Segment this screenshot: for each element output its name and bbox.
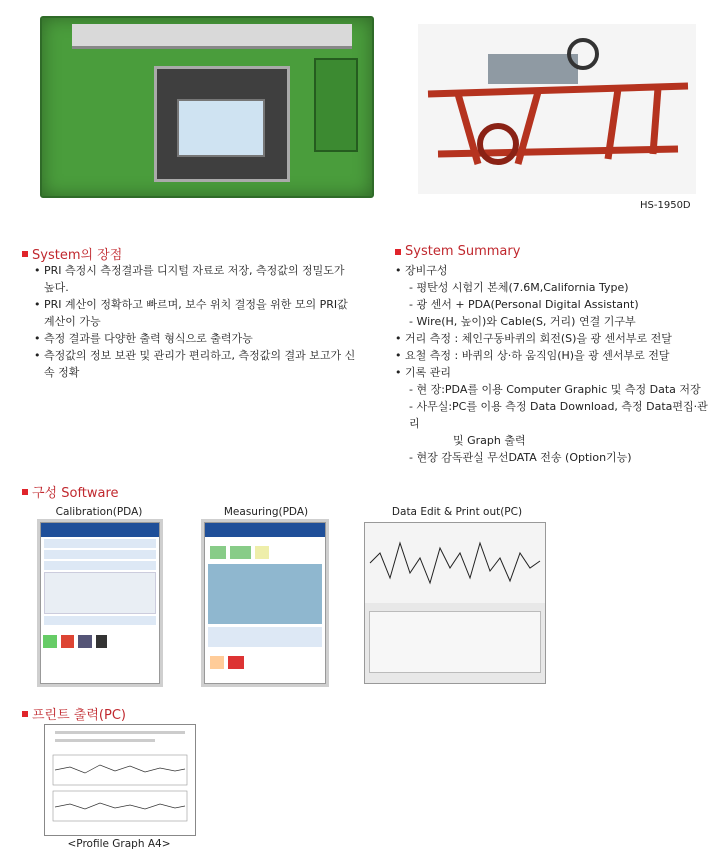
list-subitem: - 광 센서 + PDA(Personal Digital Assistant) bbox=[409, 298, 639, 311]
summary-title: System Summary bbox=[395, 244, 520, 259]
list-subitem: - Wire(H, 높이)와 Cable(S, 거리) 연결 기구부 bbox=[409, 315, 636, 328]
list-subitem: 및 Graph 출력 bbox=[453, 434, 526, 447]
title-marker bbox=[22, 489, 28, 495]
print-title: 프린트 출력(PC) bbox=[22, 704, 126, 723]
list-item: • 거리 측정 : 체인구동바퀴의 회전(S)을 광 센서부로 전달 bbox=[395, 330, 715, 347]
title-marker bbox=[395, 249, 401, 255]
title-marker bbox=[22, 251, 28, 257]
list-item: • 장비구성 bbox=[395, 262, 715, 279]
software-title: 구성 Software bbox=[22, 482, 119, 501]
list-item: • 측정 결과를 다양한 출력 형식으로 출력가능 bbox=[34, 330, 356, 347]
title-marker bbox=[22, 711, 28, 717]
calibration-screenshot bbox=[40, 522, 160, 684]
model-label: HS-1950D bbox=[640, 200, 691, 211]
list-subitem: - 현장 감독관실 무선DATA 전송 (Option기능) bbox=[409, 451, 632, 464]
list-subitem: - 평탄성 시험기 본체(7.6M,California Type) bbox=[409, 281, 629, 294]
advantages-list bbox=[34, 262, 356, 381]
list-item: • PRI 계산이 정확하고 빠르며, 보수 위치 결정을 위한 모의 PRI값 계산이 가능 bbox=[34, 296, 356, 330]
waveform-graphic bbox=[365, 523, 545, 603]
advantages-title: System의 장점 bbox=[22, 244, 122, 263]
measuring-caption: Measuring(PDA) bbox=[223, 506, 309, 518]
pc-caption: Data Edit & Print out(PC) bbox=[391, 506, 523, 518]
calibration-caption: Calibration(PDA) bbox=[55, 506, 143, 518]
summary-list bbox=[395, 262, 715, 466]
frame-photo bbox=[418, 24, 696, 194]
profile-graph-print bbox=[44, 724, 196, 836]
list-item: • 측정값의 정보 보관 및 관리가 편리하고, 측정값의 결과 보고가 신속 정확 bbox=[34, 347, 356, 381]
list-subitem: - 현 장:PDA를 이용 Computer Graphic 및 측정 Data 저장 bbox=[409, 383, 701, 396]
list-item: • PRI 측정시 측정결과를 디지털 자료로 저장, 측정값의 정밀도가 높다. bbox=[34, 262, 356, 296]
print-caption: <Profile Graph A4> bbox=[67, 838, 171, 850]
list-subitem: - 사무실:PC를 이용 측정 Data Download, 측정 Data편집·관리 bbox=[409, 400, 708, 430]
list-item: • 기록 관리 bbox=[395, 364, 715, 381]
tester-photo bbox=[40, 16, 374, 198]
measuring-screenshot bbox=[204, 522, 326, 684]
pc-screenshot bbox=[364, 522, 546, 684]
list-item: • 요철 측정 : 바퀴의 상·하 움직임(H)을 광 센서부로 전달 bbox=[395, 347, 715, 364]
